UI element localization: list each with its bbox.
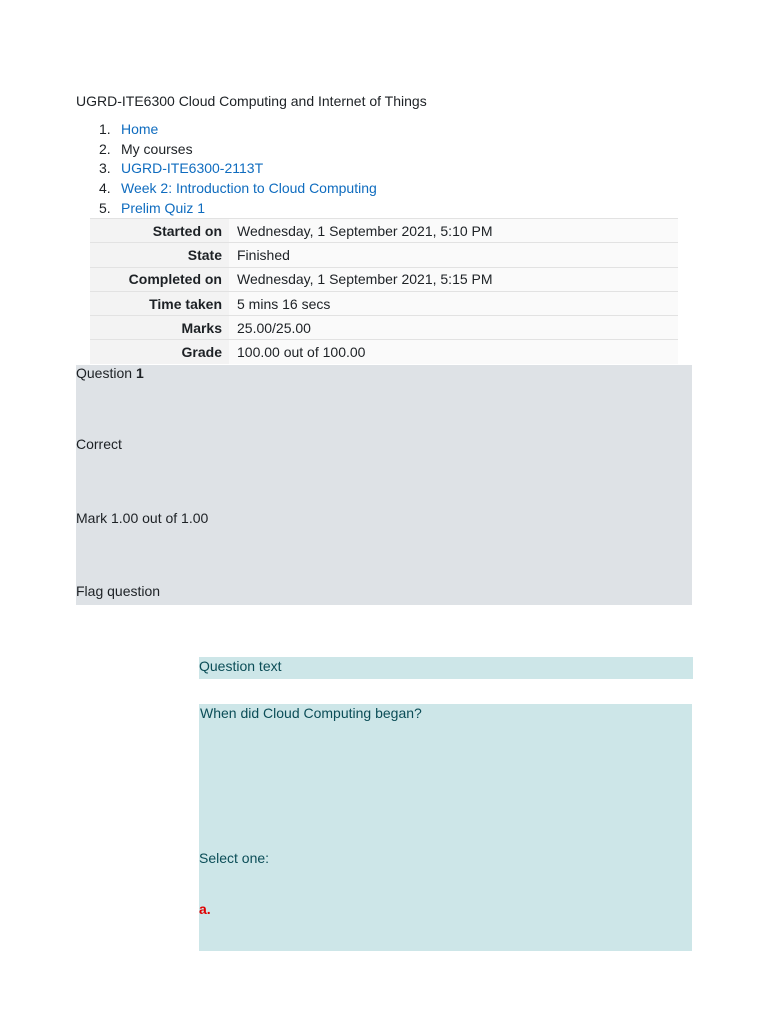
summary-label: Time taken — [90, 291, 229, 315]
attempt-summary-table — [90, 218, 678, 364]
summary-value: Finished — [229, 243, 678, 267]
question-formulation — [199, 704, 692, 951]
summary-row-time-taken — [90, 291, 678, 315]
breadcrumb-number: 2. — [99, 140, 111, 157]
summary-row-state — [90, 243, 678, 267]
breadcrumb-item-home[interactable] — [99, 120, 377, 140]
summary-value: 25.00/25.00 — [229, 316, 678, 340]
answer-option-a[interactable]: a. — [199, 901, 211, 917]
question-number — [76, 365, 144, 381]
breadcrumb-text-my-courses: My courses — [121, 140, 193, 157]
answer-prompt: Select one: — [199, 850, 270, 866]
question-label: Question — [76, 365, 133, 381]
summary-label: State — [90, 243, 229, 267]
breadcrumb-item-course[interactable] — [99, 159, 377, 179]
question-grade: Mark 1.00 out of 1.00 — [76, 510, 209, 526]
summary-row-grade — [90, 340, 678, 364]
flag-question-button[interactable]: Flag question — [76, 583, 161, 599]
breadcrumb-link-home[interactable]: Home — [121, 121, 159, 137]
summary-row-completed-on — [90, 267, 678, 291]
breadcrumb-link-week[interactable]: Week 2: Introduction to Cloud Computing — [121, 180, 377, 197]
page-heading: UGRD-ITE6300 Cloud Computing and Internet of Things — [76, 93, 427, 109]
question-text-heading: Question text — [199, 657, 693, 679]
question-number-value: 1 — [135, 365, 144, 381]
breadcrumb-number: 1. — [99, 121, 111, 137]
summary-label: Grade — [90, 340, 229, 364]
summary-value: Wednesday, 1 September 2021, 5:15 PM — [229, 267, 678, 291]
summary-value: 100.00 out of 100.00 — [229, 340, 678, 364]
breadcrumb-item-my-courses — [99, 140, 377, 160]
question-state: Correct — [76, 436, 122, 452]
summary-value: Wednesday, 1 September 2021, 5:10 PM — [229, 219, 678, 243]
breadcrumb-item-quiz[interactable] — [99, 199, 377, 219]
summary-label: Completed on — [90, 267, 229, 291]
breadcrumb-link-course[interactable]: UGRD-ITE6300-2113T — [121, 160, 264, 177]
breadcrumb — [99, 120, 377, 218]
question-text: When did Cloud Computing began? — [200, 705, 422, 721]
summary-value: 5 mins 16 secs — [229, 291, 678, 315]
summary-row-marks — [90, 316, 678, 340]
summary-label: Started on — [90, 219, 229, 243]
breadcrumb-item-week[interactable] — [99, 179, 377, 199]
breadcrumb-link-quiz[interactable]: Prelim Quiz 1 — [121, 199, 206, 216]
summary-row-started-on — [90, 219, 678, 243]
breadcrumb-number: 5. — [99, 199, 111, 216]
question-info-panel — [76, 365, 692, 605]
breadcrumb-number: 3. — [99, 160, 111, 177]
breadcrumb-number: 4. — [99, 180, 111, 197]
summary-label: Marks — [90, 316, 229, 340]
